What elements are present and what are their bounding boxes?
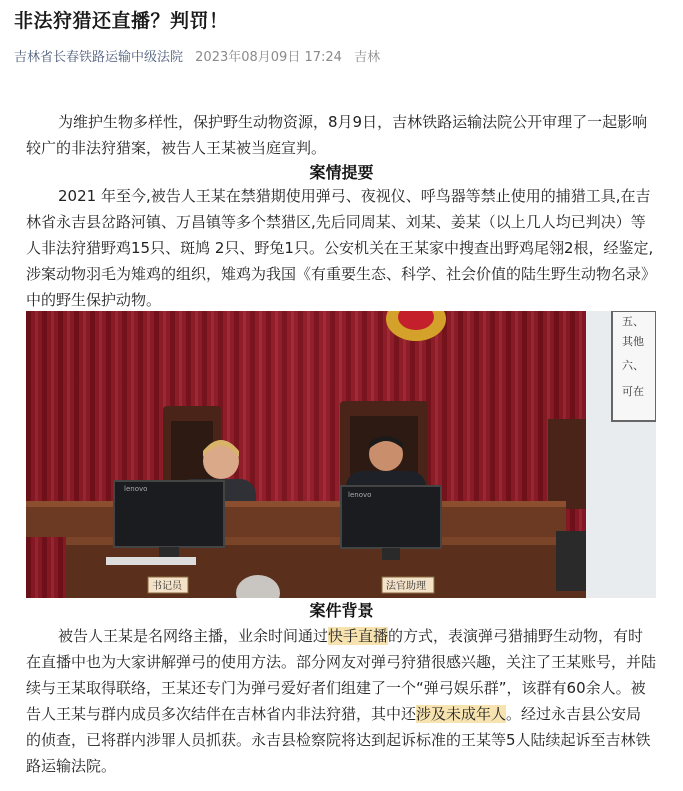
board-text-4: 可在 (622, 385, 644, 398)
board-text-1: 五、 (622, 315, 644, 328)
article-meta (14, 46, 380, 65)
intro-paragraph: 为维护生物多样性，保护野生动物资源，8月9日，吉林铁路运输法院公开审理了一起影响较广的非法狩猎案，被告人王某被当庭宣判。 (26, 113, 648, 157)
judge-nameplate (382, 577, 434, 593)
section-heading-background: 案件背景 (309, 601, 374, 620)
article-location: 吉林 (354, 50, 381, 65)
article-title: 非法狩猎还直播？判罚！ (14, 10, 229, 32)
highlight-minors: 涉及未成年人 (416, 705, 507, 723)
monitor-left-brand: lenovo (124, 485, 148, 493)
article-source[interactable]: 吉林省长春铁路运输中级法院 (14, 50, 184, 65)
monitor-center (341, 486, 441, 560)
summary-paragraph: 2021 年至今,被告人王某在禁猎期使用弹弓、夜视仪、呼鸟器等禁止使用的捕猎工具,在吉林省永吉县岔路河镇、万昌镇等多个禁猎区,先后同周某、刘某、姜某（以上几人均已判决）等人非法狩猎野鸡15只、斑鸠 2只、野兔1只。公安机关在王某家中搜查出野鸡尾翎2根，经鉴定,涉案动物羽毛为雉鸡的组织，雉鸡为我国《有重要生态、科学、社会价值的陆生野生动物名录》中的野生保护动物。 (26, 187, 657, 309)
monitor-right (556, 531, 586, 591)
judge-sign-text: 法官助理 (386, 581, 426, 592)
monitor-center-brand: lenovo (348, 491, 372, 499)
background-text-3: 。经过永吉县公安局的侦查，已将群内涉罪人员抓获。永吉县检察院将达到起诉标准的王某等5人陆续起诉至吉林铁路运输法院。 (26, 705, 651, 775)
keyboard (106, 557, 196, 565)
information-board (586, 311, 656, 598)
monitor-left (114, 481, 224, 559)
background-paragraph (26, 623, 656, 779)
board-text-3: 六、 (622, 359, 644, 372)
clerk-nameplate (148, 577, 188, 593)
section-heading-summary: 案情提要 (309, 163, 374, 182)
board-text-2: 其他 (622, 335, 644, 348)
highlight-kuaishou-live: 快手直播 (328, 627, 389, 645)
background-text-2: 的方式，表演弹弓猎捕野生动物，有时在直播中也为大家讲解弹弓的使用方法。部分网友对弹弓狩猎很感兴趣，关注了王某账号，并陆续与王某取得联络，王某还专门为弹弓爱好者们组建了一个“弹弓娱乐群”，该群有60余人。被告人王某与群内成员多次结伴在吉林省内非法狩猎，其中还 (26, 627, 657, 723)
background-text-1: 被告人王某是名网络主播，业余时间通过 (58, 627, 329, 645)
courtroom-photo (26, 311, 656, 598)
judge-bench (26, 501, 586, 598)
chair-right (548, 419, 586, 509)
clerk-sign-text: 书记员 (152, 581, 182, 592)
article-datetime: 2023年08月09日 17:24 (195, 50, 342, 65)
